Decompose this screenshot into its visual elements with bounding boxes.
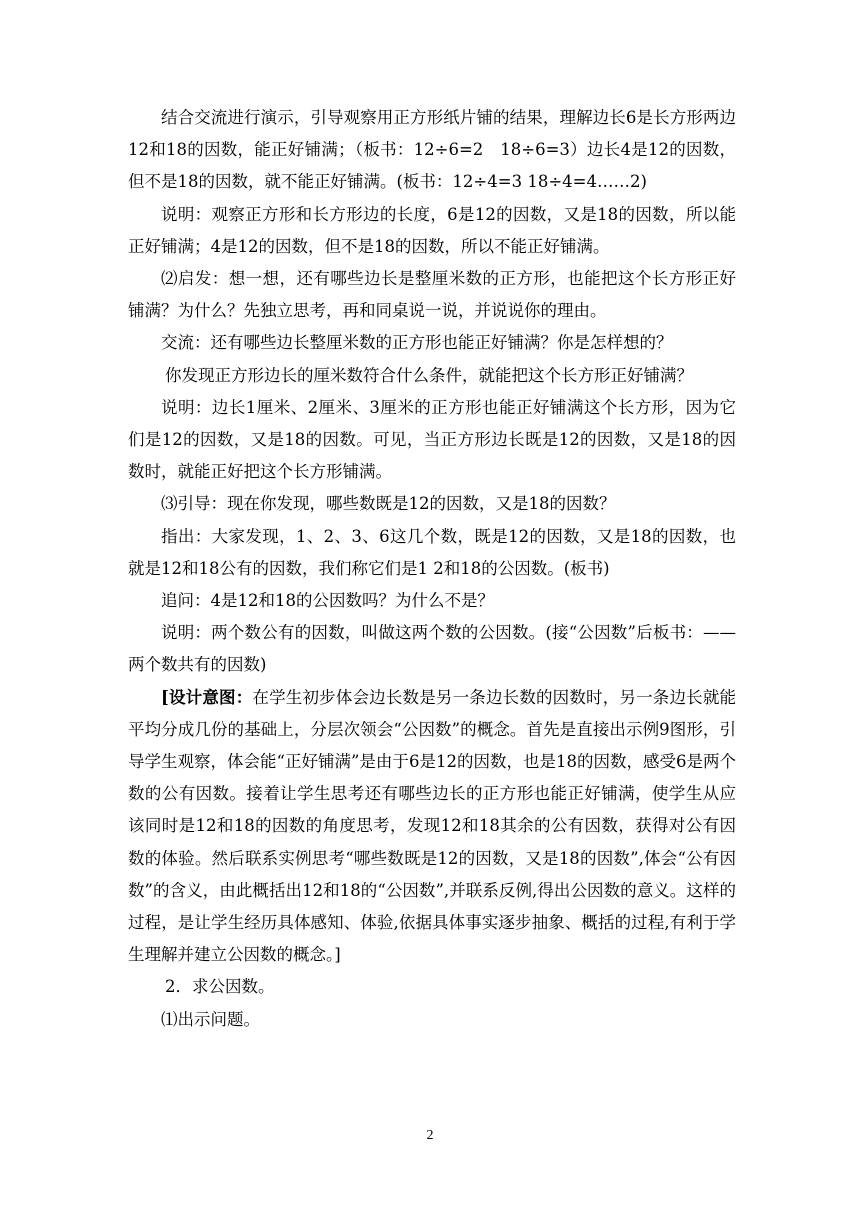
design-intent-text: 在学生初步体会边长数是另一条边长数的因数时，另一条边长就能平均分成几份的基础上，分层次领会“公因数”的概念。首先是直接出示例9图形，引导学生观察，体会能“正好铺满”是由于6是12的因数，也是18的因数，感受6是两个数的公有因数。接着让学生思考还有哪些边长的正方形也能正好铺满，使学生从应该同时是12和18的因数的角度思考，发现12和18其余的公有因数，获得对公有因数的体验。然后联系实例思考“哪些数既是12的因数，又是18的因数”,体会“公有因数”的含义，由此概括出12和18的“公因数”,并联系反例,得出公因数的意义。这样的过程，是让学生经历具体感知、体验,依据具体事实逐步抽象、概括的过程,有利于学生理解并建立公因数的概念。]: [128, 687, 737, 965]
paragraph-explanation-1: 说明：观察正方形和长方形边的长度，6是12的因数，又是18的因数，所以能正好铺满；4是12的因数，但不是18的因数，所以不能正好铺满。: [128, 204, 736, 256]
section-heading: 2．求公因数。: [165, 977, 275, 997]
paragraph-prompt: ⑵启发：想一想，还有哪些边长是整厘米数的正方形，也能把这个长方形正好铺满？为什么？先独立思考，再和同桌说一说，并说说你的理由。: [128, 269, 736, 321]
paragraph-definition: 说明：两个数公有的因数，叫做这两个数的公因数。(接“公因数”后板书：——两个数共有的因数): [128, 623, 736, 675]
design-intent-block: [128, 682, 736, 972]
paragraph-demonstration: 结合交流进行演示，引导观察用正方形纸片铺的结果，理解边长6是长方形两边12和18的因数，能正好铺满；（板书：12÷6=2 18÷6=3）边长4是12的因数，但不是18的因数，就不能正好铺满。(板书：12÷4=3 18÷4=4……2): [128, 108, 736, 192]
paragraph-exchange: 交流：还有哪些边长整厘米数的正方形也能正好铺满？你是怎样想的？: [161, 333, 673, 353]
design-intent-label: [设计意图：: [161, 687, 253, 707]
page-number: 2: [426, 1128, 434, 1143]
paragraph-point-out: 指出：大家发现，1、2、3、6这几个数，既是12的因数，又是18的因数，也就是12和18公有的因数，我们称它们是1 2和18的公因数。(板书): [128, 526, 736, 578]
paragraph-guide: ⑶引导：现在你发现，哪些数既是12的因数，又是18的因数？: [161, 494, 616, 514]
paragraph-follow-up: 追问：4是12和18的公因数吗？为什么不是？: [161, 591, 494, 611]
page-content: [128, 102, 736, 1036]
sub-item-heading: ⑴出示问题。: [161, 1009, 260, 1029]
paragraph-explanation-2: 说明：边长1厘米、2厘米、3厘米的正方形也能正好铺满这个长方形，因为它们是12的因数，又是18的因数。可见，当正方形边长既是12的因数，又是18的因数时，就能正好把这个长方形铺满。: [128, 397, 736, 482]
paragraph-question: 你发现正方形边长的厘米数符合什么条件，就能把这个长方形正好铺满？: [165, 365, 693, 385]
